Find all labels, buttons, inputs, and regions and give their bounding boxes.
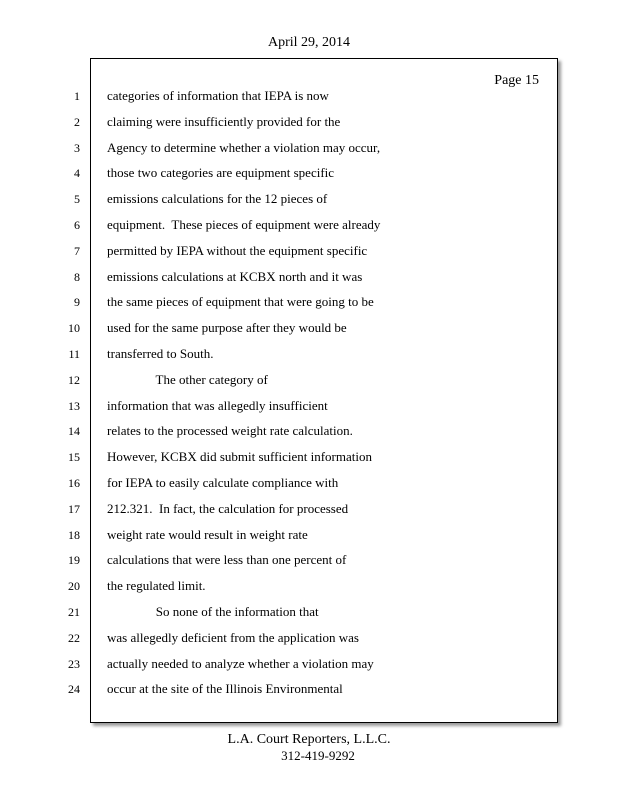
transcript-line: However, KCBX did submit sufficient information xyxy=(107,449,372,465)
transcript-line: permitted by IEPA without the equipment specific xyxy=(107,242,368,258)
line-number: 20 xyxy=(68,579,80,594)
line-number: 13 xyxy=(68,398,80,413)
line-number: 17 xyxy=(68,501,80,516)
transcript-line: actually needed to analyze whether a violation may xyxy=(107,655,374,671)
transcript-line: used for the same purpose after they would be xyxy=(107,320,347,336)
transcript-line: emissions calculations for the 12 pieces of xyxy=(107,191,328,207)
line-number: 10 xyxy=(68,321,80,336)
line-number: 21 xyxy=(68,605,80,619)
transcript-line: was allegedly deficient from the application was xyxy=(107,629,359,645)
line-number: 18 xyxy=(68,527,80,542)
transcript-line: 212.321. In fact, the calculation for processed xyxy=(107,500,349,516)
transcript-page-frame xyxy=(90,58,558,723)
line-number: 14 xyxy=(68,424,80,439)
court-reporter-phone: 312-419-9292 xyxy=(281,748,355,763)
transcript-line: claiming were insufficiently provided for the xyxy=(107,113,341,129)
transcript-line: occur at the site of the Illinois Environmental xyxy=(107,681,343,697)
line-number: 15 xyxy=(68,450,80,465)
line-number: 3 xyxy=(74,140,80,155)
transcript-line: the regulated limit. xyxy=(107,578,206,594)
transcript-line: calculations that were less than one percent of xyxy=(107,552,347,568)
transcript-line: So none of the information that xyxy=(107,604,319,619)
transcript-date: April 29, 2014 xyxy=(267,35,351,50)
line-number: 11 xyxy=(68,347,80,361)
line-number: 8 xyxy=(74,269,80,284)
transcript-line: weight rate would result in weight rate xyxy=(107,526,308,542)
footer xyxy=(0,732,618,764)
line-number: 22 xyxy=(68,630,80,645)
line-number: 1 xyxy=(74,89,80,103)
transcript-line: for IEPA to easily calculate compliance with xyxy=(107,475,339,490)
line-number: 6 xyxy=(74,218,80,232)
transcript-line: those two categories are equipment specific xyxy=(107,165,335,181)
court-reporter-company: L.A. Court Reporters, L.L.C. xyxy=(227,732,391,747)
transcript-line: Agency to determine whether a violation may occur, xyxy=(107,139,381,155)
line-number: 9 xyxy=(74,295,80,310)
transcript-line: categories of information that IEPA is now xyxy=(107,88,329,103)
page-number: Page 15 xyxy=(494,73,539,88)
line-number: 5 xyxy=(74,192,80,207)
line-number: 23 xyxy=(68,656,80,671)
line-number: 7 xyxy=(74,243,80,258)
line-number: 12 xyxy=(68,372,80,387)
line-number: 24 xyxy=(68,682,80,697)
line-number: 16 xyxy=(68,476,80,490)
transcript-line: The other category of xyxy=(107,371,268,387)
transcript-line: information that was allegedly insufficient xyxy=(107,397,328,413)
transcript-line: emissions calculations at KCBX north and it was xyxy=(107,268,363,284)
transcript-line: the same pieces of equipment that were going to be xyxy=(107,294,374,310)
line-number: 4 xyxy=(74,166,80,181)
line-number: 19 xyxy=(68,553,80,568)
line-number: 2 xyxy=(74,114,80,129)
transcript-line: transferred to South. xyxy=(107,346,214,361)
transcript-line: relates to the processed weight rate calculation. xyxy=(107,423,353,439)
transcript-line: equipment. These pieces of equipment were already xyxy=(107,217,381,232)
